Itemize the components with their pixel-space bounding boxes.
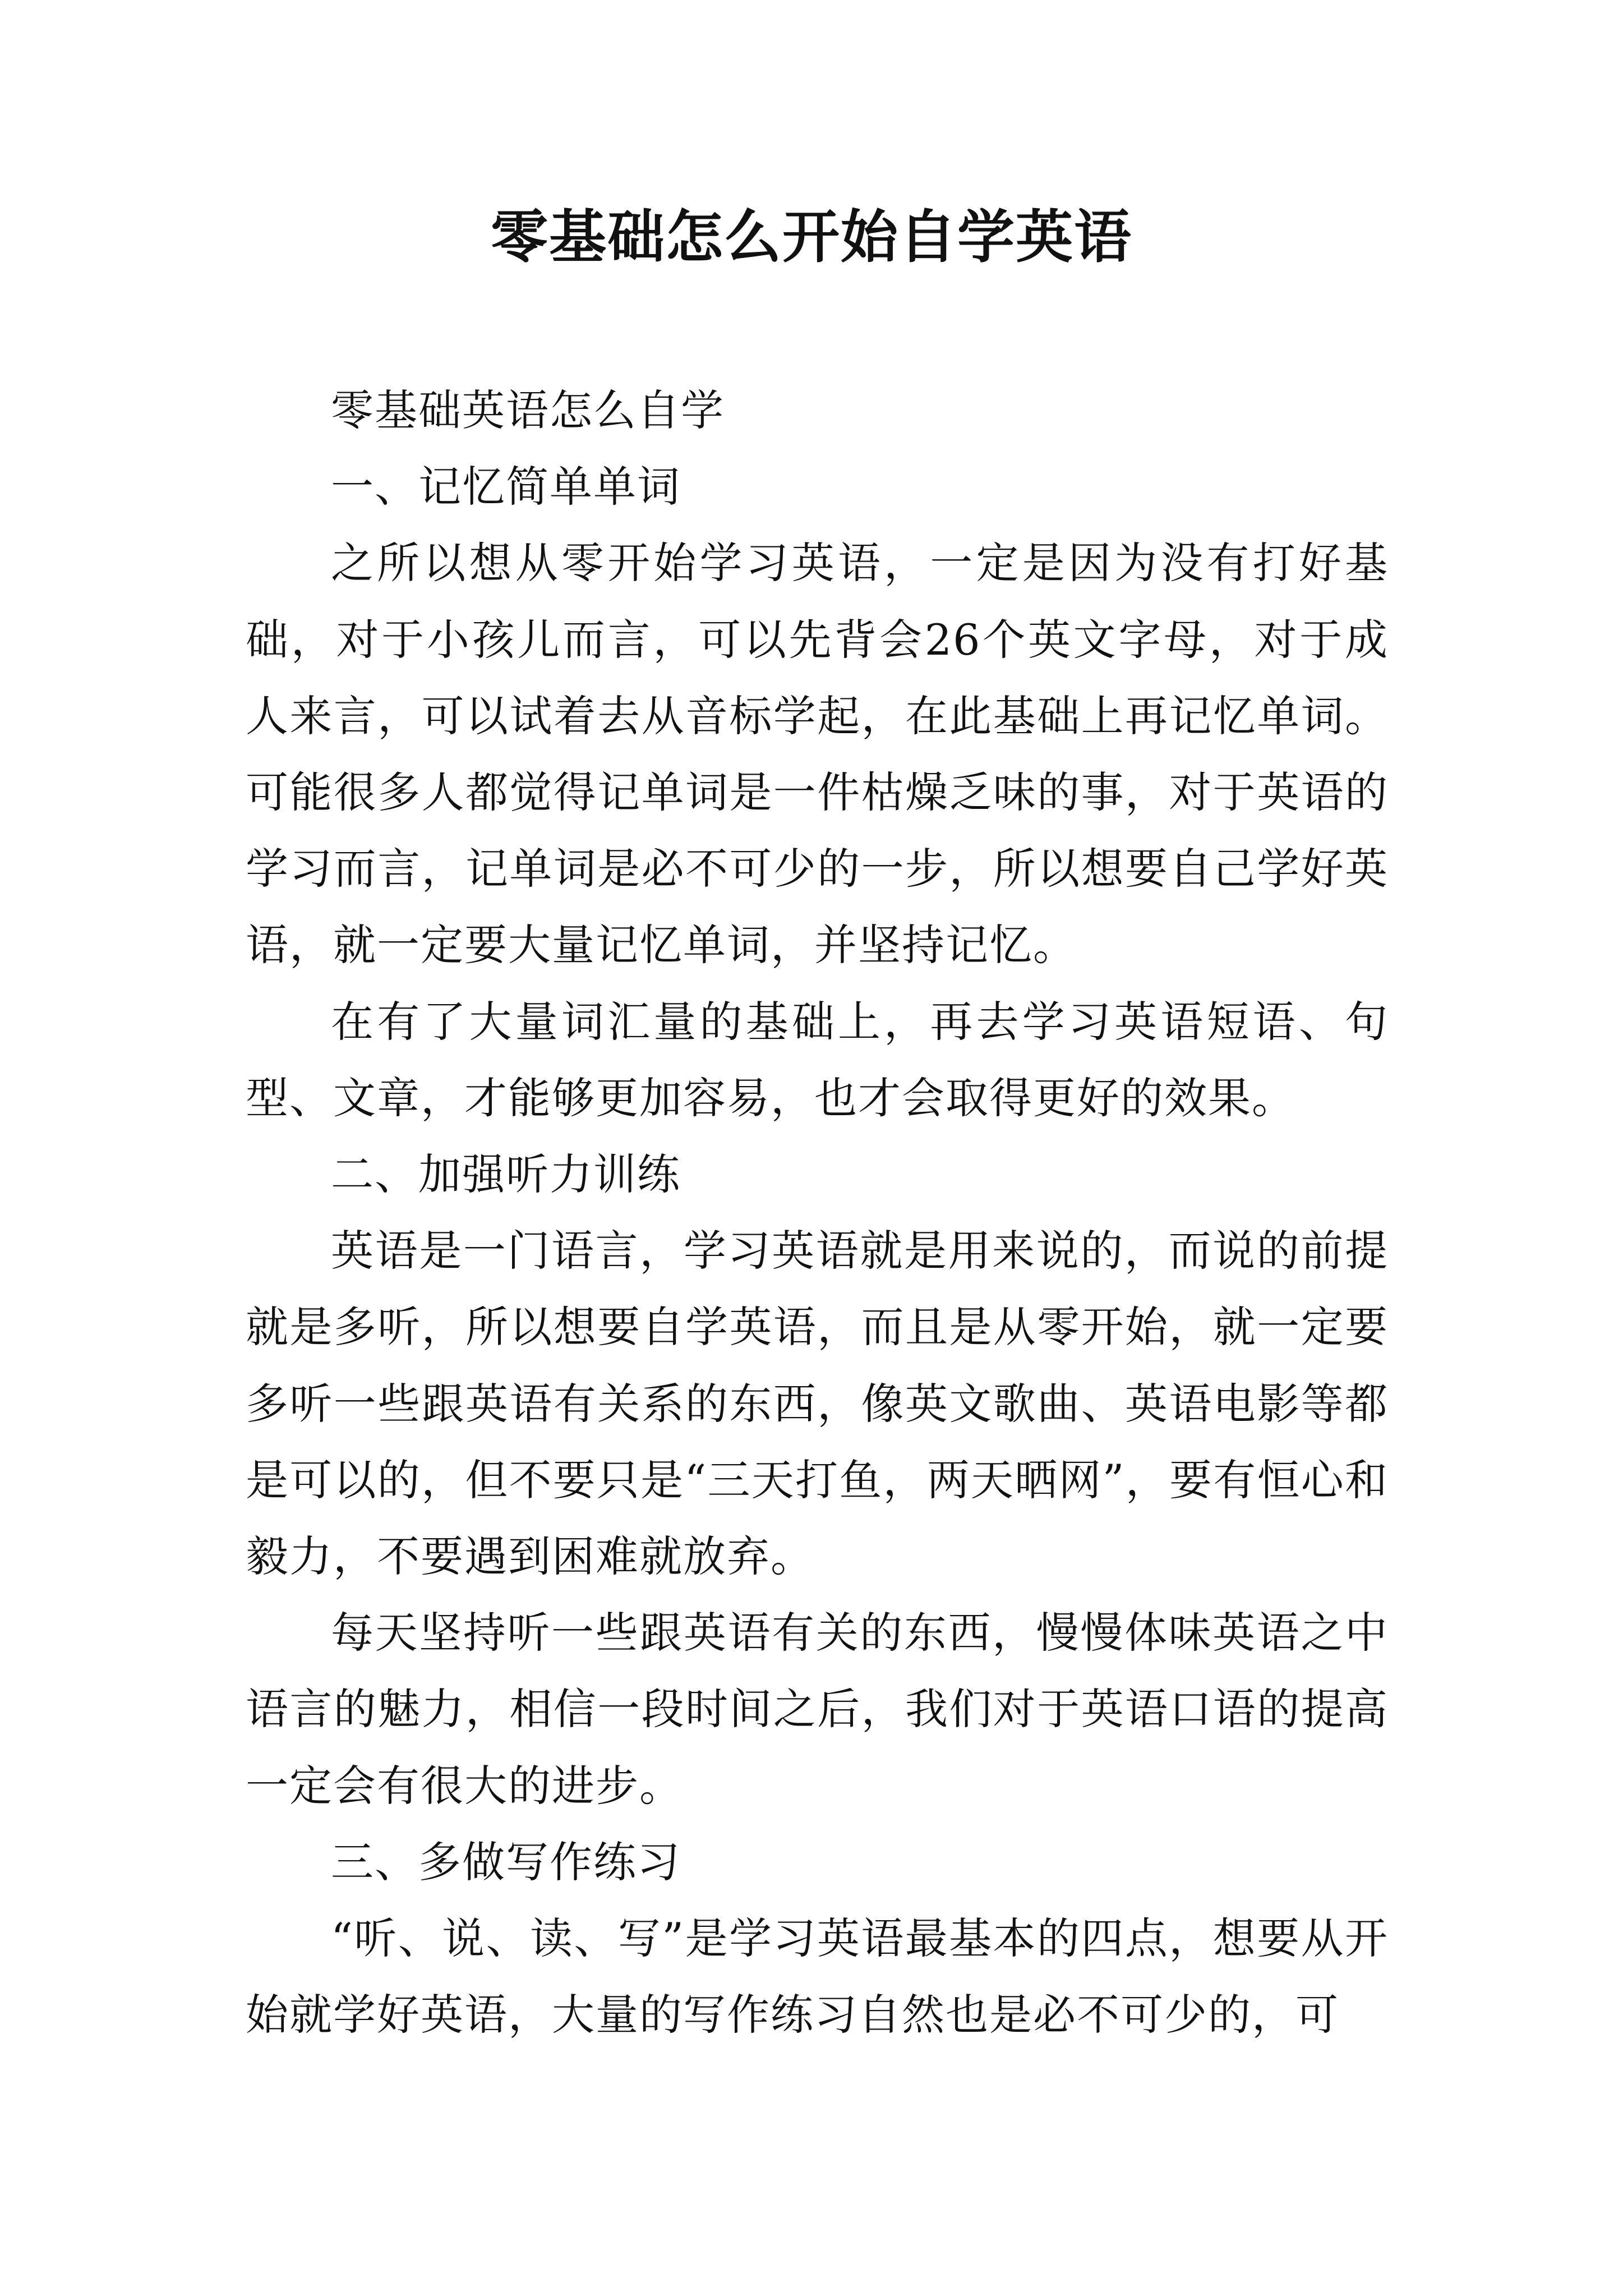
document-title: 零基础怎么开始自学英语 xyxy=(491,204,1132,271)
section-heading-1: 一、记忆简单单词 xyxy=(331,462,681,512)
body-paragraph: 每天坚持听一些跟英语有关的东西，慢慢体味英语之中语言的魅力，相信一段时间之后，我们对于英语口语的提高一定会有很大的进步。 xyxy=(246,1608,1389,1811)
body-paragraph: 之所以想从零开始学习英语，一定是因为没有打好基础，对于小孩儿而言，可以先背会26个英文字母，对于成人来言，可以试着去从音标学起，在此基础上再记忆单词。可能很多人都觉得记单词是一件枯燥乏味的事，对于英语的学习而言，记单词是必不可少的一步，所以想要自己学好英语，就一定要大量记忆单词，并坚持记忆。 xyxy=(246,538,1389,970)
body-paragraph: “听、说、读、写”是学习英语最基本的四点，想要从开始就学好英语，大量的写作练习自然也是必不可少的，可 xyxy=(246,1913,1389,2040)
subtitle-paragraph: 零基础英语怎么自学 xyxy=(331,385,725,435)
body-paragraph: 在有了大量词汇量的基础上，再去学习英语短语、句型、文章，才能够更加容易，也才会取得更好的效果。 xyxy=(246,996,1389,1123)
body-paragraph: 英语是一门语言，学习英语就是用来说的，而说的前提就是多听，所以想要自学英语，而且是从零开始，就一定要多听一些跟英语有关系的东西，像英文歌曲、英语电影等都是可以的，但不要只是“三天打鱼，两天晒网”，要有恒心和毅力，不要遇到困难就放弃。 xyxy=(246,1226,1389,1582)
section-heading-2: 二、加强听力训练 xyxy=(331,1149,681,1200)
section-heading-3: 三、多做写作练习 xyxy=(331,1837,681,1887)
document-body xyxy=(246,372,1389,2053)
